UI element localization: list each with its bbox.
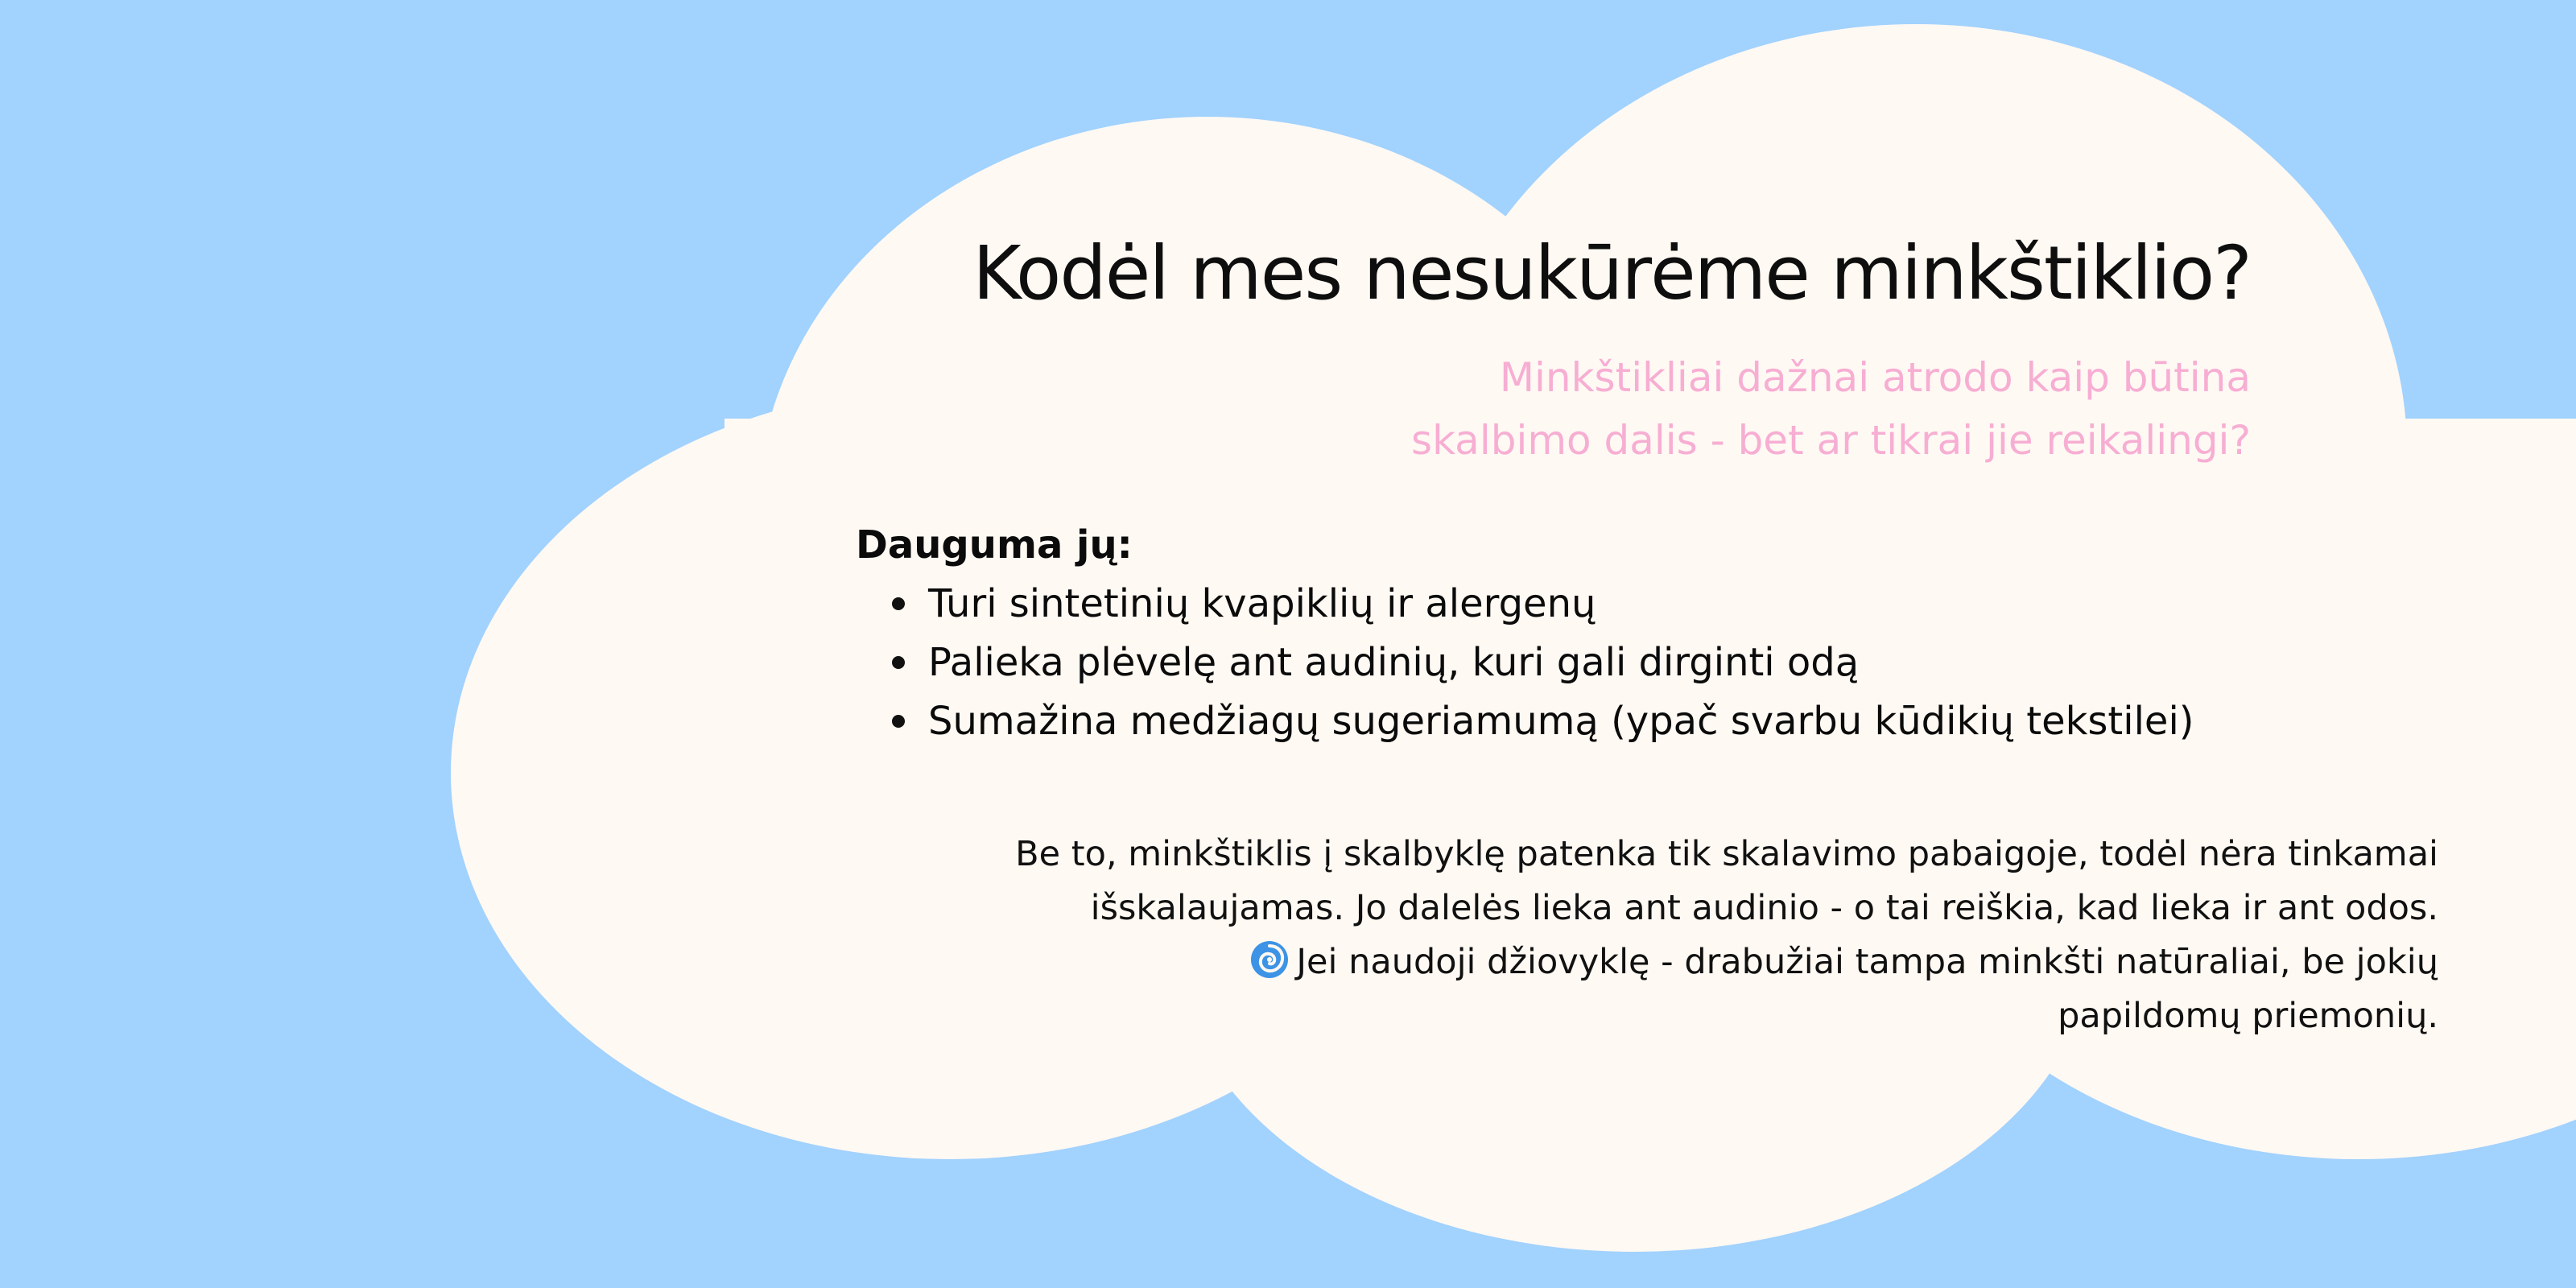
list-item <box>856 634 2224 692</box>
paragraph-line: papildomų priemonių. <box>2058 996 2438 1036</box>
subtitle-line: Minkštikliai dažnai atrodo kaip būtina <box>1499 354 2251 401</box>
bullet-icon <box>892 715 905 728</box>
paragraph-line: Jei naudoji džiovyklę - drabužiai tampa minkšti natūraliai, be jokių <box>1296 942 2438 982</box>
page-title: Kodėl mes nesukūrėme minkštiklio? <box>972 230 2251 316</box>
explanation-paragraph <box>909 828 2438 1043</box>
paragraph-line-with-icon <box>909 935 2438 989</box>
paragraph-line: išskalaujamas. Jo dalelės lieka ant audinio - o tai reiškia, kad lieka ir ant odos. <box>1090 888 2438 928</box>
list-item-text: Palieka plėvelę ant audinių, kuri gali dirginti odą <box>928 640 1860 685</box>
list-item <box>856 575 2224 634</box>
list-heading: Dauguma jų: <box>856 522 1133 568</box>
list-item-text: Turi sintetinių kvapiklių ir alergenų <box>928 581 1596 626</box>
subtitle-line: skalbimo dalis - bet ar tikrai jie reikalingi? <box>1411 417 2251 464</box>
bullet-icon <box>892 597 905 610</box>
subtitle <box>1365 346 2251 472</box>
list-item <box>856 692 2224 751</box>
bullet-icon <box>892 656 905 669</box>
drawbacks-list-section <box>856 515 2224 751</box>
paragraph-line: Be to, minkštiklis į skalbyklę patenka tik skalavimo pabaigoje, todėl nėra tinkamai <box>1015 834 2438 874</box>
list-item-text: Sumažina medžiagų sugeriamumą (ypač svarbu kūdikių tekstilei) <box>928 699 2194 744</box>
drawbacks-list <box>856 575 2224 751</box>
cyclone-icon <box>1249 939 1290 980</box>
